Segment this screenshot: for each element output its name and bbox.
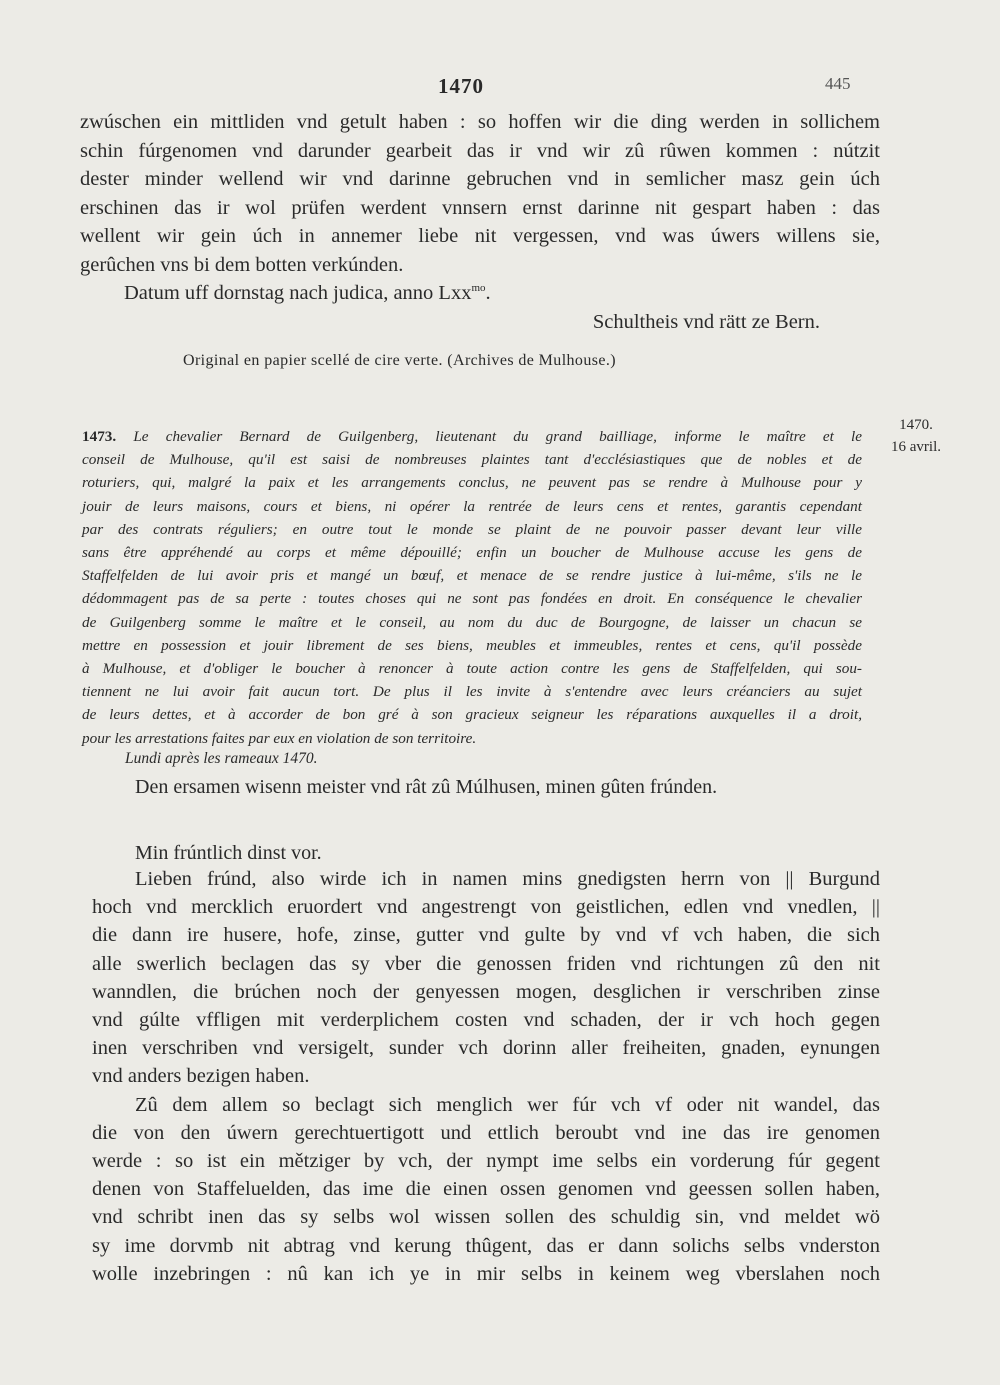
regest-line: de Guilgenberg somme le maître et le conseil, au nom du duc de Bourgogne, de laisser un chacun se xyxy=(82,613,862,631)
regest-line: par des contrats réguliers; en outre tout le monde se plaint de ne pouvoir passer devant leur ville xyxy=(82,520,862,538)
source-note: Original en papier scellé de cire verte. (Archives de Mulhouse.) xyxy=(183,352,616,369)
regest-line: Staffelfelden de lui avoir pris et mangé un bœuf, et menace de se rendre justice à lui-même, s'ils ne le xyxy=(82,567,862,585)
text-line: vnd schribt inen das sy selbs wol wissen sollen des schuldig sin, vnd meldet wö xyxy=(92,1206,880,1229)
text-line: vnd gúlte vffligen mit verderplichem costen vnd schaden, der ir vch hoch gegen xyxy=(92,1009,880,1032)
text-line: die von den úwern gerechtuertigott und ettlich beroubt vnd ine das ire genomen xyxy=(92,1121,880,1144)
regest-number: 1473. xyxy=(82,428,117,445)
letter-address: Den ersamen wisenn meister vnd rât zû Múlhusen, minen gûten frúnden. xyxy=(135,776,718,798)
text-line: wolle inzebringen : nû kan ich ye in mir selbs in keinem weg vberslahen noch xyxy=(92,1262,880,1285)
text-line: wellent wir gein úch in annemer liebe nit vergessen, vnd was úwers willens sie, xyxy=(80,225,880,247)
regest-date: Lundi après les rameaux 1470. xyxy=(125,750,318,767)
text-line: Zû dem allem so beclagt sich menglich wer fúr vch vf oder nit wandel, das xyxy=(135,1093,880,1116)
dating-superscript: mo xyxy=(471,282,486,295)
text-line: schin fúrgenomen vnd darunder gearbeit das ir vnd wir zû rûwen kommen : nútzit xyxy=(80,139,880,162)
regest-line: dédommagent pas de sa perte : toutes choses qui ne sont pas fondées en droit. En conséquence le chevalier xyxy=(82,590,862,608)
regest-summary xyxy=(82,425,862,750)
regest-line: jouir de leurs maisons, cours et biens, ni opérer la rentrée de leurs cens et rentes, garantis cependant xyxy=(82,497,862,515)
text-line: wanndlen, die brúchen noch der genyessen mogen, desglichen ir verschriben zinse xyxy=(92,980,880,1003)
text-line: dester minder wellend wir vnd darinne gebruchen vnd in semlicher masz gein úch xyxy=(80,168,880,190)
text-line: inen verschriben vnd versigelt, sunder vch dorinn aller freiheiten, gnaden, eynungen xyxy=(92,1037,880,1060)
regest-line: Le chevalier Bernard de Guilgenberg, lieutenant du grand bailliage, informe le maître et le xyxy=(133,428,863,445)
text-line: hoch vnd mercklich eruordert vnd angestrengt von geistlichen, edlen vnd vnedlen, || xyxy=(92,896,880,919)
dating-end: . xyxy=(485,282,491,304)
text-line: vnd anders bezigen haben. xyxy=(92,1065,310,1088)
margin-year: 1470. xyxy=(899,417,933,433)
text-line: denen von Staffeluelden, das ime die einen ossen genomen vnd geessen sollen haben, xyxy=(92,1178,880,1201)
regest-line: tiennent ne lui avoir fait aucun tort. De plus il les invite à s'entendre avec leurs créanciers au sujet xyxy=(82,683,862,701)
text-line: alle swerlich beclagen das sy vber die genossen friden vnd richtungen zû den nit xyxy=(92,952,880,975)
regest-line: conseil de Mulhouse, qu'il est saisi de nombreuses plaintes tant d'ecclésiastiques que de nobles et de xyxy=(82,451,862,469)
page-number: 445 xyxy=(825,74,851,93)
dating-line xyxy=(80,279,880,308)
dating-text: Datum uff dornstag nach judica, anno Lxx xyxy=(124,282,472,304)
running-head xyxy=(0,74,1000,104)
regest-first-line xyxy=(82,425,862,448)
text-line: erschinen das ir wol prüfen werdent vnnsern ernst darinne nit gespart haben : das xyxy=(80,196,880,219)
regest-line: mettre en possession et jouir librement de ses biens, meubles et immeubles, rentes et cens, qu'il possède xyxy=(82,636,862,654)
text-line: Lieben frúnd, also wirde ich in namen mins gnedigsten herrn von || Burgund xyxy=(135,868,880,890)
text-line: zwúschen ein mittliden vnd getult haben : so hoffen wir die ding werden in sollichem xyxy=(80,111,880,133)
header-year: 1470 xyxy=(438,74,484,98)
signature: Schultheis vnd rätt ze Bern. xyxy=(592,310,820,333)
letter-body xyxy=(92,865,880,1288)
text-line: sy ime dorvmb nit abtrag vnd kerung thûgent, das er dann solichs selbs vnderston xyxy=(92,1234,880,1257)
letter-continuation xyxy=(80,108,880,336)
text-line: die dann ire husere, hofe, zinse, gutter vnd gulte by vnd vf vch haben, die sich xyxy=(92,924,880,947)
regest-line: à Mulhouse, et d'obliger le boucher à renoncer à toute action contre les gens de Staffelfelden, qui sou- xyxy=(82,660,862,678)
regest-line: de leurs dettes, et à accorder de bon gré à son gracieux seigneur les réparations auxquelles il a droit, xyxy=(82,706,862,724)
margin-day: 16 avril. xyxy=(891,439,941,455)
regest-line: pour les arrestations faites par eux en violation de son territoire. xyxy=(82,729,477,747)
regest-line: sans être appréhendé au corps et même dépouillé; enfin un boucher de Mulhouse accuse les gens de xyxy=(82,544,862,562)
text-line: gerûchen vns bi dem botten verkúnden. xyxy=(80,253,404,276)
text-line: werde : so ist ein mětziger by vch, der nympt ime selbs ein vorderung fúr gegent xyxy=(92,1150,880,1173)
margin-date xyxy=(876,414,956,458)
regest-line: roturiers, qui, malgré la paix et les arrangements conclus, ne peuvent pas se rendre à Mulhouse pour y xyxy=(82,474,862,492)
letter-greeting: Min frúntlich dinst vor. xyxy=(135,842,322,864)
